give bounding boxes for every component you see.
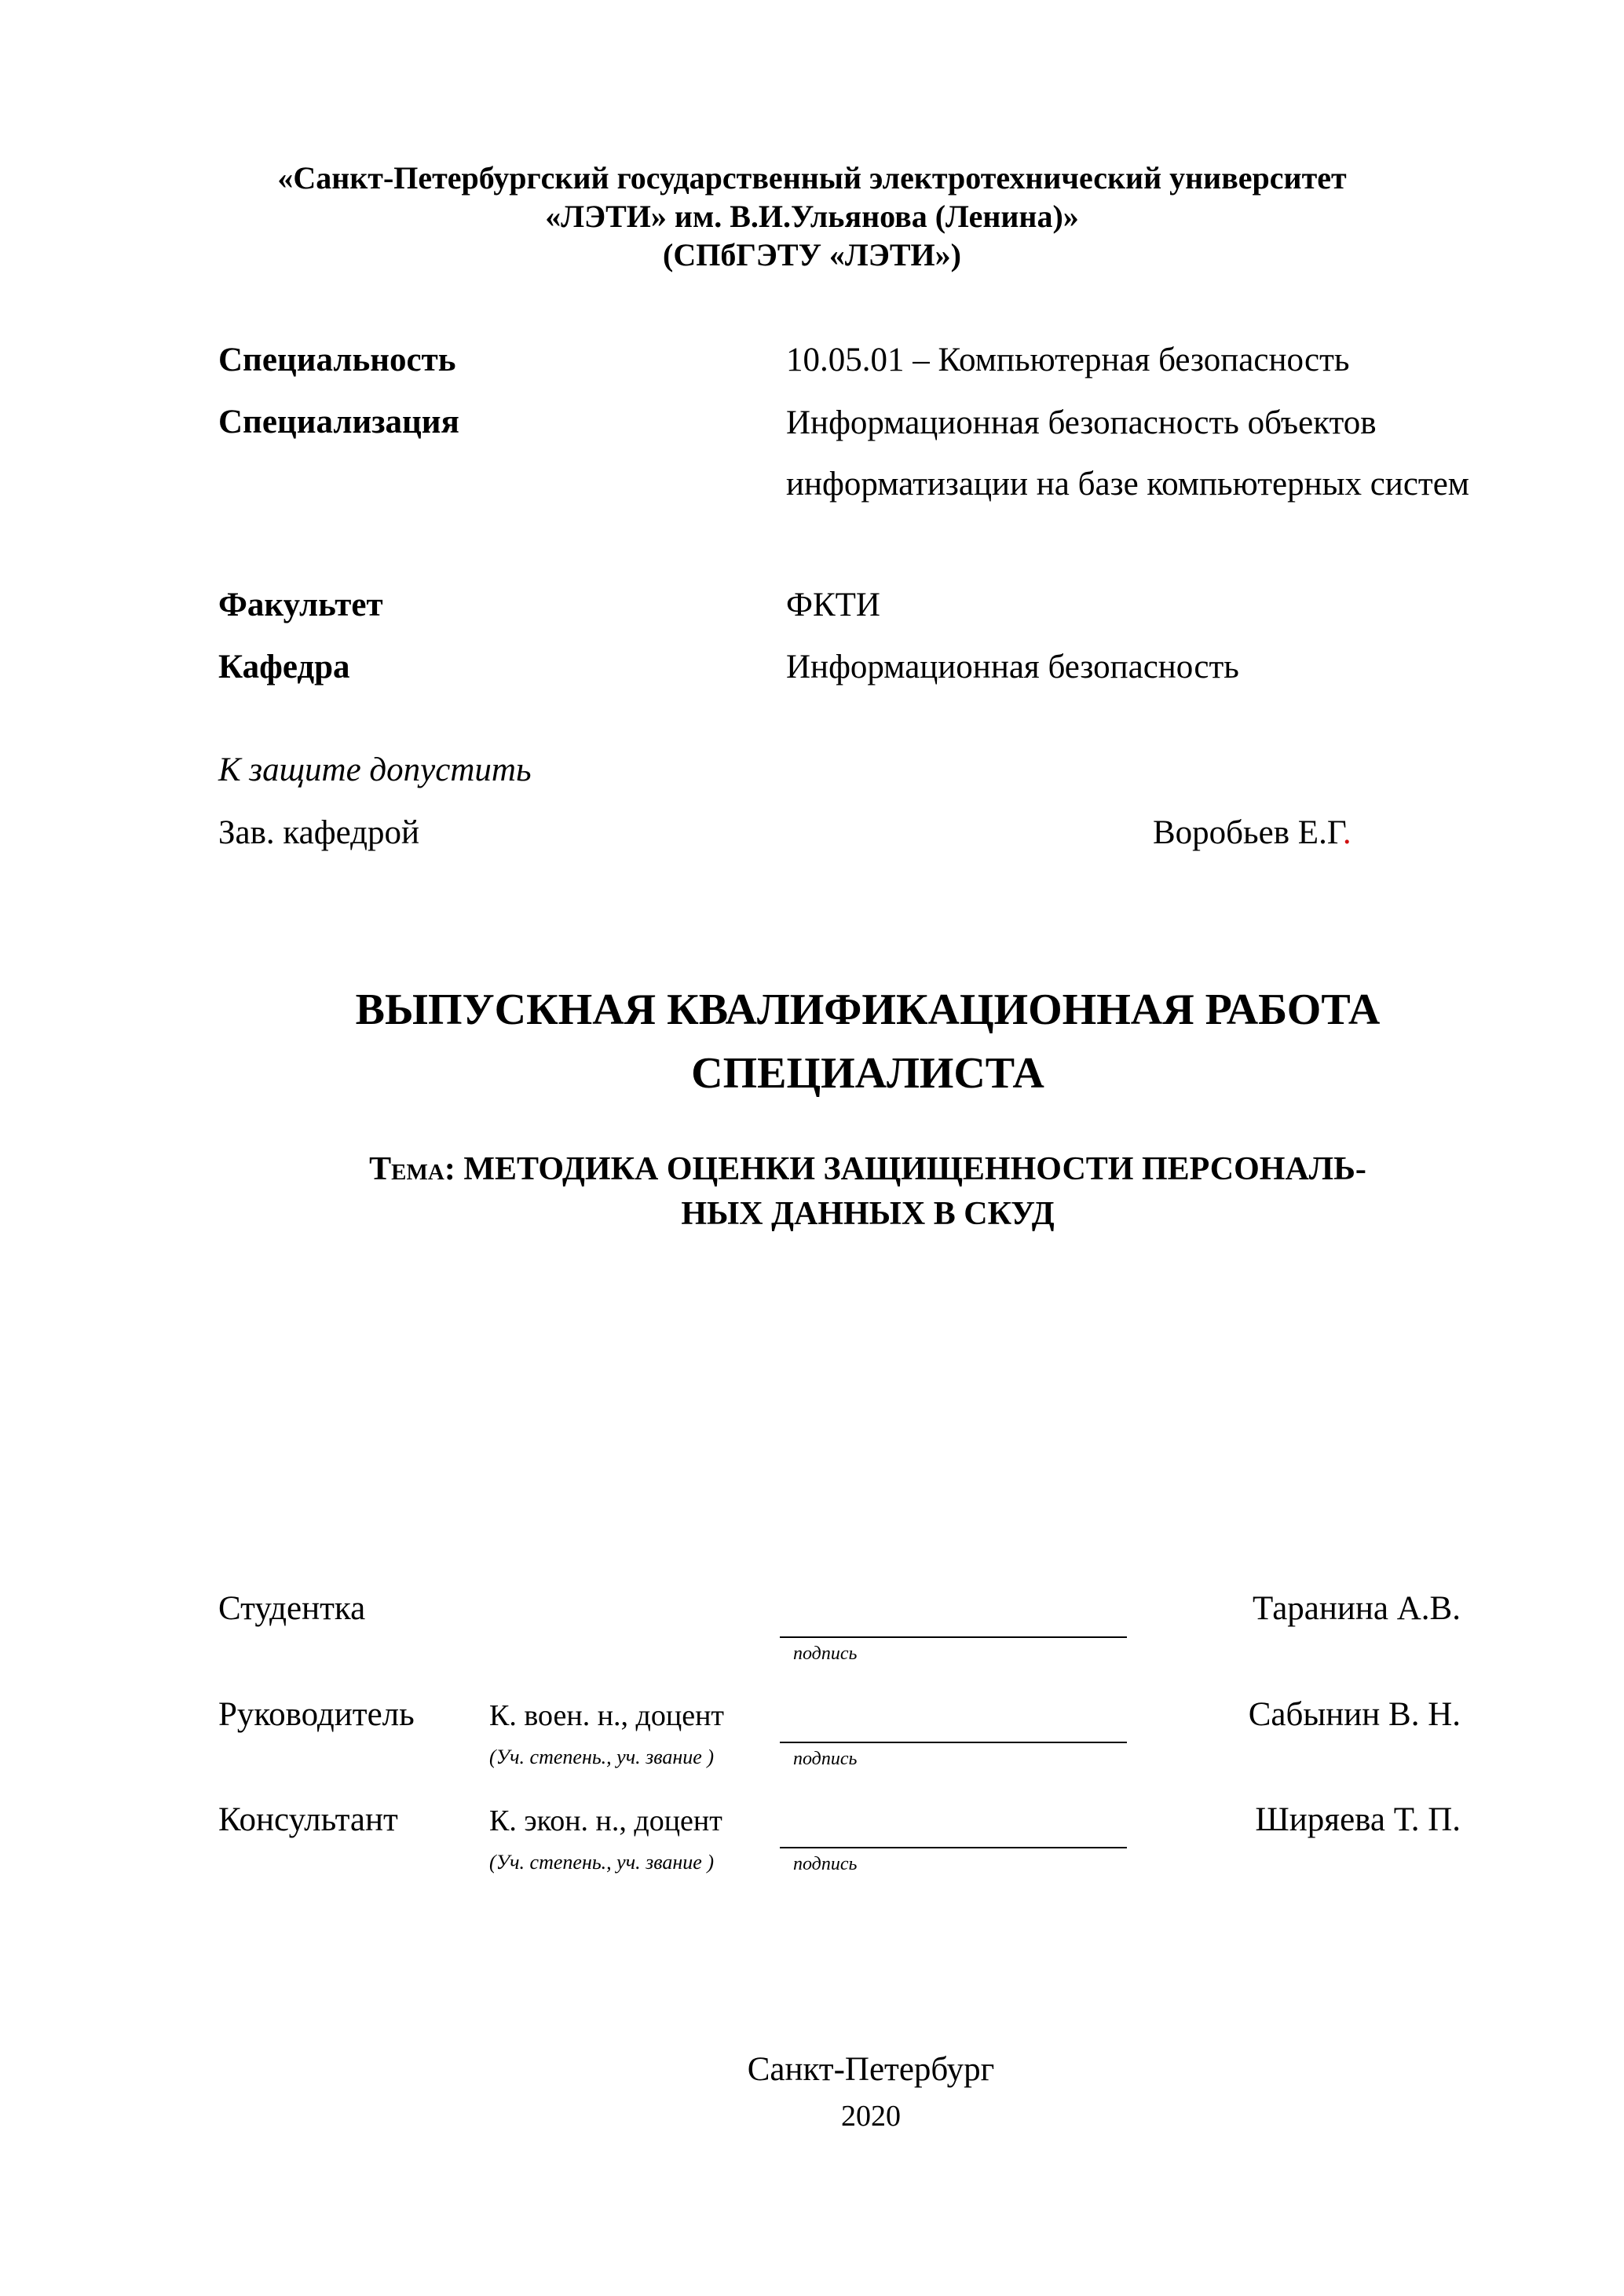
student-signature-line (780, 1636, 1127, 1638)
university-name-line-1: «Санкт-Петербургский государственный электротехнический университет (277, 160, 1347, 196)
faculty-value: ФКТИ (786, 587, 880, 623)
department-label: Кафедра (218, 649, 350, 686)
theme-colon: : (444, 1151, 464, 1187)
department-head-label: Зав. кафедрой (218, 814, 420, 851)
consultant-role: Консультант (218, 1801, 398, 1838)
university-name-line-2: «ЛЭТИ» им. В.И.Ульянова (Ленина)» (545, 199, 1079, 234)
student-signature-caption: подпись (793, 1643, 858, 1664)
city: Санкт-Петербург (747, 2051, 995, 2088)
document-title-line-1: ВЫПУСКНАЯ КВАЛИФИКАЦИОННАЯ РАБОТА (355, 985, 1381, 1034)
theme-line-1 (0, 1150, 1624, 1189)
year: 2020 (841, 2100, 901, 2133)
consultant-signature-line (780, 1847, 1127, 1848)
university-abbreviation: (СПбГЭТУ «ЛЭТИ») (663, 237, 961, 272)
theme-text-1: МЕТОДИКА ОЦЕНКИ ЗАЩИЩЕННОСТИ ПЕРСОНАЛЬ- (463, 1151, 1366, 1187)
specialty-value: 10.05.01 – Компьютерная безопасность (786, 342, 1350, 378)
supervisor-degree-caption: (Уч. степень., уч. звание ) (489, 1746, 714, 1768)
specialization-label: Специализация (218, 404, 459, 441)
document-title-line-2: СПЕЦИАЛИСТА (691, 1049, 1044, 1098)
theme-line-2: НЫХ ДАННЫХ В СКУД (681, 1196, 1055, 1232)
supervisor-signature-caption: подпись (793, 1749, 858, 1769)
faculty-label: Факультет (218, 587, 383, 623)
specialization-value: Информационная безопасность объектов информатизации на базе компьютерных систем (786, 404, 1469, 503)
department-head-name-text: Воробьев Е.Г (1153, 814, 1343, 851)
supervisor-role: Руководитель (218, 1696, 415, 1733)
student-role: Студентка (218, 1590, 366, 1627)
consultant-degree: К. экон. н., доцент (489, 1804, 722, 1837)
department-value: Информационная безопасность (786, 649, 1239, 686)
consultant-signature-caption: подпись (793, 1854, 858, 1874)
consultant-degree-caption: (Уч. степень., уч. звание ) (489, 1851, 714, 1874)
theme-prefix: Тема (369, 1151, 444, 1187)
department-head-name-dot: . (1342, 814, 1352, 851)
supervisor-degree: К. воен. н., доцент (489, 1699, 725, 1732)
department-head-name (1153, 813, 1352, 854)
consultant-name: Ширяева Т. П. (1255, 1801, 1461, 1838)
specialty-label: Специальность (218, 342, 456, 378)
supervisor-name: Сабынин В. Н. (1248, 1696, 1461, 1733)
supervisor-signature-line (780, 1742, 1127, 1743)
defense-approval-note: К защите допустить (218, 751, 532, 788)
student-name: Таранина А.В. (1253, 1590, 1461, 1627)
